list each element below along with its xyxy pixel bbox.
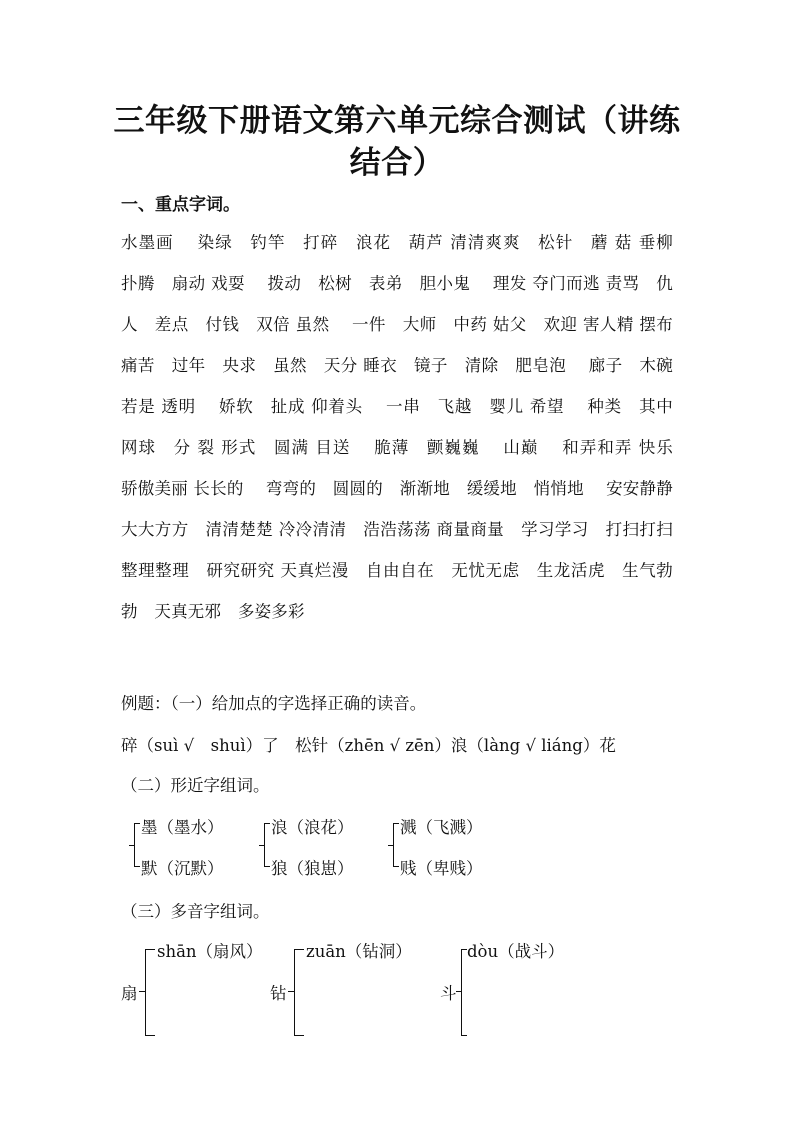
brace-tick — [264, 823, 270, 824]
brace-tick — [145, 1035, 155, 1036]
section-heading-key-words: 一、重点字词。 — [121, 195, 240, 215]
brace — [461, 949, 462, 1035]
reading-entry: dòu（战斗） — [467, 942, 565, 961]
brace-tick — [294, 949, 304, 950]
brace-tick — [393, 823, 399, 824]
brace — [294, 949, 295, 1035]
word-pair-top: 浪（浪花） — [271, 818, 354, 837]
word-pair-bottom: 狼（狼崽） — [271, 859, 354, 878]
brace — [134, 823, 135, 866]
word-pair-top: 墨（墨水） — [141, 818, 224, 837]
reading-entry: shān（扇风） — [157, 942, 263, 961]
subheading-similar-chars: （二）形近字组词。 — [121, 776, 270, 795]
brace — [393, 823, 394, 866]
brace-tick — [294, 1035, 304, 1036]
brace-tick — [264, 866, 270, 867]
word-pair-bottom: 默（沉默） — [141, 859, 224, 878]
reading-entry: zuān（钻洞） — [306, 942, 412, 961]
brace-tick — [461, 1035, 467, 1036]
word-pair-bottom: 贱（卑贱） — [400, 859, 483, 878]
page-title: 三年级下册语文第六单元综合测试（讲练结合） — [113, 103, 681, 181]
brace-tick — [134, 823, 140, 824]
brace-tick — [259, 845, 264, 846]
vocabulary-list: 水墨画 染绿 钓竿 打碎 浪花 葫芦 清清爽爽 松针 蘑 菇 垂柳 扑腾 扇动 戏耍 拨动 松树 表弟 胆小鬼 理发 夺门而逃 责骂 仇人 差点 付钱 双倍 虽然 一件 大师 中药 姑父 欢迎 害人精 摆布 痛苦 过年 央求 虽然 天分 睡衣 镜子 清除 肥皂泡 廊子 木碗 若是 透明 娇软 扯成 仰着头 一串 飞越 婴儿 希望 种类 其中 网球 分 裂 形式 圆满 目送 脆薄 颤巍巍 山巅 和弄和弄 快乐 骄傲美丽 长长的 弯弯的 圆圆的 渐渐地 缓缓地 悄悄地 安安静静 大大方方 清清楚楚 冷冷清清 浩浩荡荡 商量商量 学习学习 打扫打扫 整理整理 研究研究 天真烂漫 自由自在 无忧无虑 生龙活虎 生气勃勃 天真无邪 多姿多彩 — [121, 233, 690, 621]
brace — [264, 823, 265, 866]
subheading-polyphonic-chars: （三）多音字组词。 — [121, 902, 270, 921]
brace-tick — [145, 949, 155, 950]
brace — [145, 949, 146, 1035]
brace-tick — [134, 866, 140, 867]
brace-tick — [393, 866, 399, 867]
example-heading: 例题：（一）给加点的字选择正确的读音。 — [121, 694, 427, 713]
polyphonic-char: 扇 — [121, 984, 138, 1003]
polyphonic-char: 钻 — [270, 984, 287, 1003]
word-pair-top: 溅（飞溅） — [400, 818, 483, 837]
polyphonic-char: 斗 — [440, 984, 457, 1003]
brace-tick — [388, 845, 393, 846]
pinyin-exercise: 碎（suì √ shuì）了 松针（zhēn √ zēn）浪（làng √ liáng）花 — [121, 736, 616, 755]
brace-tick — [129, 845, 134, 846]
